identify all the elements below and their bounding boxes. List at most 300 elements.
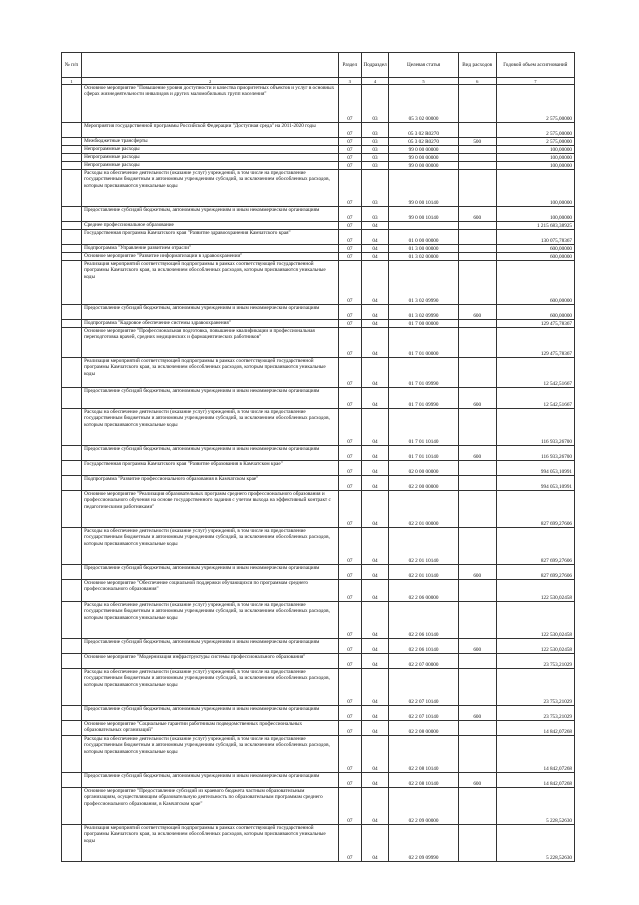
row-number-cell xyxy=(62,320,82,328)
row-target-article-cell: 99 0 00 00000 xyxy=(389,146,458,154)
row-razdel-cell: 07 xyxy=(339,146,361,154)
row-amount-cell: 23 753,21029 xyxy=(496,669,574,706)
header-razdel: Раздел xyxy=(339,53,361,78)
row-expense-type-cell: 600 xyxy=(458,388,496,409)
row-name-cell: Основное мероприятие "Развитие информатизации в здравоохранении" xyxy=(82,253,339,261)
row-number-cell xyxy=(62,565,82,580)
column-number: 1 xyxy=(62,78,82,85)
row-name-cell: Подпрограмма "Кадровое обеспечение системы здравоохранения" xyxy=(82,320,339,328)
row-name-cell: Предоставление субсидий бюджетным, автономным учреждениям и иным некоммерческим организациям xyxy=(82,773,339,788)
row-name-cell: Предоставление субсидий бюджетным, автономным учреждениям и иным некоммерческим организациям xyxy=(82,388,339,409)
row-number-cell xyxy=(62,305,82,320)
table-row xyxy=(62,409,575,446)
column-number: 6 xyxy=(458,78,496,85)
row-amount-cell: 994 053,10991 xyxy=(496,461,574,476)
row-target-article-cell: 02 2 07 00000 xyxy=(389,654,458,669)
row-amount-cell: 122 530,02458 xyxy=(496,580,574,602)
row-target-article-cell: 02 2 06 10140 xyxy=(389,639,458,654)
row-number-cell xyxy=(62,736,82,773)
table-body xyxy=(62,85,575,862)
row-number-cell xyxy=(62,170,82,207)
row-razdel-cell: 07 xyxy=(339,162,361,170)
table-row xyxy=(62,388,575,409)
table-row xyxy=(62,207,575,222)
row-amount-cell: 100,00000 xyxy=(496,207,574,222)
row-name-cell: Предоставление субсидий бюджетным, автономным учреждениям и иным некоммерческим организациям xyxy=(82,639,339,654)
row-podrazdel-cell: 04 xyxy=(361,476,389,491)
table-row xyxy=(62,721,575,736)
row-number-cell xyxy=(62,788,82,825)
row-target-article-cell: 02 2 07 10140 xyxy=(389,669,458,706)
row-amount-cell: 1 215 683,38925 xyxy=(496,222,574,230)
row-amount-cell: 600,00000 xyxy=(496,305,574,320)
row-target-article-cell: 02 2 08 10140 xyxy=(389,736,458,773)
table-row xyxy=(62,305,575,320)
row-razdel-cell: 07 xyxy=(339,207,361,222)
row-amount-cell: 122 530,02458 xyxy=(496,602,574,639)
table-row xyxy=(62,261,575,305)
row-expense-type-cell xyxy=(458,170,496,207)
row-name-cell: Государственная программа Камчатского края "Развитие образования в Камчатском крае" xyxy=(82,461,339,476)
row-expense-type-cell xyxy=(458,261,496,305)
row-amount-cell: 122 530,02458 xyxy=(496,639,574,654)
row-number-cell xyxy=(62,162,82,170)
row-target-article-cell: 02 2 06 00000 xyxy=(389,580,458,602)
row-name-cell: Среднее профессиональное образование xyxy=(82,222,339,230)
row-target-article-cell: 02 2 09 00000 xyxy=(389,788,458,825)
row-podrazdel-cell: 04 xyxy=(361,721,389,736)
row-target-article-cell: 05 3 02 00000 xyxy=(389,85,458,123)
row-target-article-cell: 05 3 02 R0270 xyxy=(389,138,458,146)
row-target-article-cell: 05 3 02 R0270 xyxy=(389,123,458,138)
row-number-cell xyxy=(62,825,82,862)
row-number-cell xyxy=(62,461,82,476)
table-row xyxy=(62,491,575,528)
row-expense-type-cell xyxy=(458,154,496,162)
row-razdel-cell: 07 xyxy=(339,580,361,602)
row-amount-cell: 14 842,07268 xyxy=(496,736,574,773)
row-target-article-cell: 01 0 00 00000 xyxy=(389,230,458,245)
row-amount-cell: 994 053,10991 xyxy=(496,476,574,491)
row-razdel-cell: 07 xyxy=(339,639,361,654)
row-number-cell xyxy=(62,245,82,253)
row-amount-cell: 12 542,51667 xyxy=(496,388,574,409)
row-razdel-cell: 07 xyxy=(339,669,361,706)
row-podrazdel-cell: 04 xyxy=(361,639,389,654)
header-podrazdel: Подраздел xyxy=(361,53,389,78)
row-amount-cell: 23 753,21029 xyxy=(496,706,574,721)
row-amount-cell: 14 842,07268 xyxy=(496,773,574,788)
row-razdel-cell: 07 xyxy=(339,721,361,736)
row-target-article-cell: 02 2 01 10140 xyxy=(389,565,458,580)
row-razdel-cell: 07 xyxy=(339,654,361,669)
row-podrazdel-cell: 04 xyxy=(361,230,389,245)
table-row xyxy=(62,162,575,170)
budget-table-sheet xyxy=(61,52,575,862)
row-podrazdel-cell: 04 xyxy=(361,320,389,328)
row-expense-type-cell: 600 xyxy=(458,565,496,580)
row-podrazdel-cell: 03 xyxy=(361,207,389,222)
row-amount-cell: 5 228,52630 xyxy=(496,788,574,825)
row-target-article-cell: 02 2 01 10140 xyxy=(389,528,458,565)
row-target-article-cell: 02 2 07 10140 xyxy=(389,706,458,721)
row-amount-cell: 2 575,00000 xyxy=(496,123,574,138)
row-expense-type-cell xyxy=(458,245,496,253)
row-number-cell xyxy=(62,476,82,491)
row-name-cell: Реализация мероприятий соответствующей подпрограммы в рамках соответствующей государственной программы Камчатского края, за исключением обособленных расходов, которым присваиваются уникальные коды xyxy=(82,358,339,388)
row-razdel-cell: 07 xyxy=(339,565,361,580)
row-razdel-cell: 07 xyxy=(339,85,361,123)
row-expense-type-cell xyxy=(458,253,496,261)
row-expense-type-cell xyxy=(458,162,496,170)
header-name xyxy=(82,53,339,78)
column-number: 2 xyxy=(82,78,339,85)
row-name-cell: Расходы на обеспечение деятельности (оказание услуг) учреждений, в том числе на предоставление государственным бюджетным и автономным учреждениям субсидий, за исключением обособленных расходов, которым присваиваются уникальные коды xyxy=(82,409,339,446)
table-row xyxy=(62,170,575,207)
table-row xyxy=(62,476,575,491)
table-row xyxy=(62,154,575,162)
table-row xyxy=(62,706,575,721)
row-amount-cell: 12 542,51667 xyxy=(496,358,574,388)
row-target-article-cell: 01 7 01 00000 xyxy=(389,328,458,358)
row-amount-cell: 100,00000 xyxy=(496,170,574,207)
row-expense-type-cell xyxy=(458,328,496,358)
row-amount-cell: 100,00000 xyxy=(496,162,574,170)
row-number-cell xyxy=(62,123,82,138)
table-row xyxy=(62,253,575,261)
column-number: 3 xyxy=(339,78,361,85)
row-name-cell: Межбюджетные трансферты xyxy=(82,138,339,146)
row-expense-type-cell xyxy=(458,146,496,154)
row-expense-type-cell xyxy=(458,123,496,138)
column-number: 5 xyxy=(389,78,458,85)
row-number-cell xyxy=(62,491,82,528)
row-podrazdel-cell: 04 xyxy=(361,409,389,446)
row-name-cell: Основное мероприятие "Повышение уровня доступности и качества приоритетных объектов и услуг в основных сферах жизнедеятельности инвалидов и других маломобильных групп населения" xyxy=(82,85,339,123)
row-podrazdel-cell: 04 xyxy=(361,669,389,706)
row-number-cell xyxy=(62,230,82,245)
table-row xyxy=(62,654,575,669)
row-number-cell xyxy=(62,706,82,721)
row-podrazdel-cell: 04 xyxy=(361,261,389,305)
table-row xyxy=(62,138,575,146)
row-expense-type-cell: 600 xyxy=(458,207,496,222)
row-amount-cell: 100,00000 xyxy=(496,154,574,162)
row-expense-type-cell xyxy=(458,358,496,388)
row-razdel-cell: 07 xyxy=(339,154,361,162)
row-amount-cell: 14 842,07268 xyxy=(496,721,574,736)
row-podrazdel-cell: 04 xyxy=(361,491,389,528)
row-number-cell xyxy=(62,528,82,565)
row-target-article-cell: 02 2 06 10140 xyxy=(389,602,458,639)
row-number-cell xyxy=(62,388,82,409)
row-razdel-cell: 07 xyxy=(339,388,361,409)
header-no: № п/п xyxy=(62,53,82,78)
row-podrazdel-cell: 03 xyxy=(361,154,389,162)
row-podrazdel-cell: 04 xyxy=(361,358,389,388)
table-row xyxy=(62,580,575,602)
row-name-cell: Мероприятия государственной программы Российской Федерации "Доступная среда" на 2011-2020 годы xyxy=(82,123,339,138)
table-row xyxy=(62,446,575,461)
row-name-cell: Предоставление субсидий бюджетным, автономным учреждениям и иным некоммерческим организациям xyxy=(82,565,339,580)
row-podrazdel-cell: 04 xyxy=(361,580,389,602)
row-number-cell xyxy=(62,602,82,639)
row-razdel-cell: 07 xyxy=(339,446,361,461)
row-podrazdel-cell: 04 xyxy=(361,222,389,230)
row-expense-type-cell xyxy=(458,602,496,639)
table-row xyxy=(62,602,575,639)
row-podrazdel-cell: 03 xyxy=(361,162,389,170)
row-podrazdel-cell: 04 xyxy=(361,773,389,788)
row-razdel-cell: 07 xyxy=(339,528,361,565)
row-expense-type-cell xyxy=(458,461,496,476)
row-razdel-cell: 07 xyxy=(339,245,361,253)
row-razdel-cell: 07 xyxy=(339,825,361,862)
table-row xyxy=(62,773,575,788)
row-amount-cell: 827 699,27606 xyxy=(496,528,574,565)
row-name-cell: Основное мероприятие "Профессиональная подготовка, повышение квалификации и профессиональная переподготовка врачей, средних медицинских и фармацевтических работников" xyxy=(82,328,339,358)
row-podrazdel-cell: 04 xyxy=(361,245,389,253)
row-name-cell: Расходы на обеспечение деятельности (оказание услуг) учреждений, в том числе на предоставление государственным бюджетным и автономным учреждениям субсидий, за исключением обособленных расходов, которым присваиваются уникальные коды xyxy=(82,170,339,207)
row-amount-cell: 130 075,78367 xyxy=(496,230,574,245)
row-expense-type-cell xyxy=(458,491,496,528)
row-expense-type-cell xyxy=(458,654,496,669)
row-number-cell xyxy=(62,721,82,736)
row-number-cell xyxy=(62,446,82,461)
row-razdel-cell: 07 xyxy=(339,476,361,491)
row-podrazdel-cell: 04 xyxy=(361,602,389,639)
row-expense-type-cell: 600 xyxy=(458,639,496,654)
table-row xyxy=(62,245,575,253)
row-podrazdel-cell: 03 xyxy=(361,123,389,138)
row-number-cell xyxy=(62,222,82,230)
row-razdel-cell: 07 xyxy=(339,788,361,825)
row-expense-type-cell: 600 xyxy=(458,706,496,721)
row-target-article-cell: 01 3 02 09990 xyxy=(389,261,458,305)
row-podrazdel-cell: 04 xyxy=(361,654,389,669)
row-number-cell xyxy=(62,328,82,358)
table-row xyxy=(62,528,575,565)
row-razdel-cell: 07 xyxy=(339,253,361,261)
row-number-cell xyxy=(62,85,82,123)
row-amount-cell: 5 228,52630 xyxy=(496,825,574,862)
row-name-cell: Государственная программа Камчатского края "Развитие здравоохранения Камчатского края" xyxy=(82,230,339,245)
row-name-cell: Предоставление субсидий бюджетным, автономным учреждениям и иным некоммерческим организациям xyxy=(82,207,339,222)
row-name-cell: Расходы на обеспечение деятельности (оказание услуг) учреждений, в том числе на предоставление государственным бюджетным и автономным учреждениям субсидий, за исключением обособленных расходов, которым присваиваются уникальные коды xyxy=(82,669,339,706)
row-razdel-cell: 07 xyxy=(339,123,361,138)
row-number-cell xyxy=(62,773,82,788)
row-number-cell xyxy=(62,261,82,305)
row-podrazdel-cell: 04 xyxy=(361,461,389,476)
row-number-cell xyxy=(62,358,82,388)
column-number: 7 xyxy=(496,78,574,85)
row-number-cell xyxy=(62,654,82,669)
row-number-cell xyxy=(62,409,82,446)
header-target-article: Целевая статья xyxy=(389,53,458,78)
table-row xyxy=(62,123,575,138)
table-row xyxy=(62,639,575,654)
row-podrazdel-cell: 04 xyxy=(361,788,389,825)
row-amount-cell: 600,00000 xyxy=(496,245,574,253)
row-amount-cell: 600,00000 xyxy=(496,253,574,261)
table-row xyxy=(62,146,575,154)
row-number-cell xyxy=(62,207,82,222)
row-expense-type-cell: 600 xyxy=(458,305,496,320)
row-name-cell: Подпрограмма "Управление развитием отрасли" xyxy=(82,245,339,253)
row-razdel-cell: 07 xyxy=(339,222,361,230)
row-podrazdel-cell: 04 xyxy=(361,706,389,721)
row-target-article-cell: 01 7 01 09990 xyxy=(389,388,458,409)
row-name-cell: Основное мероприятие "Обеспечение социальной поддержки обучающихся по программам среднего профессионального образования" xyxy=(82,580,339,602)
row-razdel-cell: 07 xyxy=(339,261,361,305)
row-podrazdel-cell: 03 xyxy=(361,85,389,123)
row-razdel-cell: 07 xyxy=(339,305,361,320)
table-header xyxy=(62,53,575,85)
table-row xyxy=(62,736,575,773)
header-amount: Годовой объем ассигнований xyxy=(496,53,574,78)
row-target-article-cell: 01 7 01 09990 xyxy=(389,358,458,388)
row-name-cell: Предоставление субсидий бюджетным, автономным учреждениям и иным некоммерческим организациям xyxy=(82,446,339,461)
row-amount-cell: 129 475,78367 xyxy=(496,328,574,358)
row-name-cell: Непрограммные расходы xyxy=(82,154,339,162)
row-expense-type-cell xyxy=(458,230,496,245)
table-row xyxy=(62,328,575,358)
row-target-article-cell: 99 0 00 10140 xyxy=(389,170,458,207)
row-podrazdel-cell: 04 xyxy=(361,253,389,261)
table-row xyxy=(62,320,575,328)
row-name-cell: Предоставление субсидий бюджетным, автономным учреждениям и иным некоммерческим организациям xyxy=(82,305,339,320)
row-target-article-cell: 02 2 08 00000 xyxy=(389,721,458,736)
row-target-article-cell xyxy=(389,222,458,230)
row-razdel-cell: 07 xyxy=(339,706,361,721)
table-row xyxy=(62,461,575,476)
column-number: 4 xyxy=(361,78,389,85)
row-target-article-cell: 99 0 00 10140 xyxy=(389,207,458,222)
row-target-article-cell: 02 2 00 00000 xyxy=(389,476,458,491)
row-target-article-cell: 01 3 00 00000 xyxy=(389,245,458,253)
row-name-cell: Подпрограмма "Развитие профессионального образования в Камчатском крае" xyxy=(82,476,339,491)
row-target-article-cell: 01 7 00 00000 xyxy=(389,320,458,328)
row-target-article-cell: 02 0 00 00000 xyxy=(389,461,458,476)
row-expense-type-cell: 600 xyxy=(458,446,496,461)
table-row xyxy=(62,85,575,123)
row-number-cell xyxy=(62,253,82,261)
row-expense-type-cell: 500 xyxy=(458,138,496,146)
row-expense-type-cell xyxy=(458,825,496,862)
row-podrazdel-cell: 04 xyxy=(361,825,389,862)
row-name-cell: Расходы на обеспечение деятельности (оказание услуг) учреждений, в том числе на предоставление государственным бюджетным и автономным учреждениям субсидий, за исключением обособленных расходов, которым присваиваются уникальные коды xyxy=(82,736,339,773)
budget-table xyxy=(61,52,575,862)
row-number-cell xyxy=(62,639,82,654)
row-name-cell: Реализация мероприятий соответствующей подпрограммы в рамках соответствующей государственной программы Камчатского края, за исключением обособленных расходов, которым присваиваются уникальные коды xyxy=(82,825,339,862)
table-row xyxy=(62,788,575,825)
row-podrazdel-cell: 04 xyxy=(361,736,389,773)
row-name-cell: Расходы на обеспечение деятельности (оказание услуг) учреждений, в том числе на предоставление государственным бюджетным и автономным учреждениям субсидий, за исключением обособленных расходов, которым присваиваются уникальные коды xyxy=(82,528,339,565)
row-name-cell: Непрограммные расходы xyxy=(82,162,339,170)
row-expense-type-cell xyxy=(458,476,496,491)
row-amount-cell: 129 475,78367 xyxy=(496,320,574,328)
row-amount-cell: 116 933,26700 xyxy=(496,409,574,446)
table-row xyxy=(62,222,575,230)
row-target-article-cell: 01 7 01 10140 xyxy=(389,409,458,446)
row-razdel-cell: 07 xyxy=(339,602,361,639)
row-razdel-cell: 07 xyxy=(339,773,361,788)
row-podrazdel-cell: 04 xyxy=(361,388,389,409)
row-razdel-cell: 07 xyxy=(339,491,361,528)
row-amount-cell: 100,00000 xyxy=(496,146,574,154)
row-target-article-cell: 01 3 02 09990 xyxy=(389,305,458,320)
row-number-cell xyxy=(62,669,82,706)
row-razdel-cell: 07 xyxy=(339,170,361,207)
row-razdel-cell: 07 xyxy=(339,358,361,388)
row-razdel-cell: 07 xyxy=(339,138,361,146)
row-number-cell xyxy=(62,154,82,162)
row-name-cell: Непрограммные расходы xyxy=(82,146,339,154)
row-expense-type-cell: 600 xyxy=(458,773,496,788)
row-amount-cell: 116 933,26700 xyxy=(496,446,574,461)
table-row xyxy=(62,825,575,862)
row-podrazdel-cell: 04 xyxy=(361,328,389,358)
row-podrazdel-cell: 03 xyxy=(361,138,389,146)
row-expense-type-cell xyxy=(458,222,496,230)
row-podrazdel-cell: 03 xyxy=(361,146,389,154)
row-expense-type-cell xyxy=(458,669,496,706)
row-razdel-cell: 07 xyxy=(339,230,361,245)
row-amount-cell: 827 699,27606 xyxy=(496,565,574,580)
row-expense-type-cell xyxy=(458,85,496,123)
row-podrazdel-cell: 04 xyxy=(361,565,389,580)
row-podrazdel-cell: 04 xyxy=(361,305,389,320)
table-row xyxy=(62,669,575,706)
row-razdel-cell: 07 xyxy=(339,320,361,328)
row-expense-type-cell xyxy=(458,736,496,773)
row-number-cell xyxy=(62,146,82,154)
row-target-article-cell: 99 0 00 00000 xyxy=(389,154,458,162)
row-podrazdel-cell: 03 xyxy=(361,170,389,207)
row-expense-type-cell xyxy=(458,528,496,565)
row-name-cell: Предоставление субсидий бюджетным, автономным учреждениям и иным некоммерческим организациям xyxy=(82,706,339,721)
row-expense-type-cell xyxy=(458,721,496,736)
table-row xyxy=(62,230,575,245)
row-expense-type-cell xyxy=(458,580,496,602)
row-expense-type-cell xyxy=(458,788,496,825)
row-target-article-cell: 01 7 01 10140 xyxy=(389,446,458,461)
row-number-cell xyxy=(62,580,82,602)
row-amount-cell: 23 753,21029 xyxy=(496,654,574,669)
header-expense-type: Вид расходов xyxy=(458,53,496,78)
row-target-article-cell: 02 2 08 10140 xyxy=(389,773,458,788)
row-razdel-cell: 07 xyxy=(339,736,361,773)
row-name-cell: Основное мероприятие "Реализация образовательных программ среднего профессионального образования и профессионального обучения на основе государственного задания с учетом выхода на эффективный контракт с педагогическими работниками" xyxy=(82,491,339,528)
row-name-cell: Основное мероприятие "Предоставление субсидий из краевого бюджета частным образовательным организациям, осуществляющим образовательную деятельность по образовательным программам среднего профессионального образования, в Камчатском крае" xyxy=(82,788,339,825)
row-razdel-cell: 07 xyxy=(339,328,361,358)
row-amount-cell: 2 575,00000 xyxy=(496,85,574,123)
row-name-cell: Основное мероприятие "Социальные гарантии работникам подведомственных профессиональных образовательных организаций" xyxy=(82,721,339,736)
row-razdel-cell: 07 xyxy=(339,409,361,446)
table-row xyxy=(62,565,575,580)
row-target-article-cell: 01 3 02 00000 xyxy=(389,253,458,261)
row-number-cell xyxy=(62,138,82,146)
row-name-cell: Реализация мероприятий соответствующей подпрограммы в рамках соответствующей государственной программы Камчатского края, за исключением обособленных расходов, которым присваиваются уникальные коды xyxy=(82,261,339,305)
row-amount-cell: 600,00000 xyxy=(496,261,574,305)
row-podrazdel-cell: 04 xyxy=(361,446,389,461)
row-amount-cell: 827 699,27606 xyxy=(496,491,574,528)
row-razdel-cell: 07 xyxy=(339,461,361,476)
row-amount-cell: 2 575,00000 xyxy=(496,138,574,146)
row-target-article-cell: 02 2 09 09990 xyxy=(389,825,458,862)
row-expense-type-cell xyxy=(458,320,496,328)
row-target-article-cell: 02 2 01 00000 xyxy=(389,491,458,528)
